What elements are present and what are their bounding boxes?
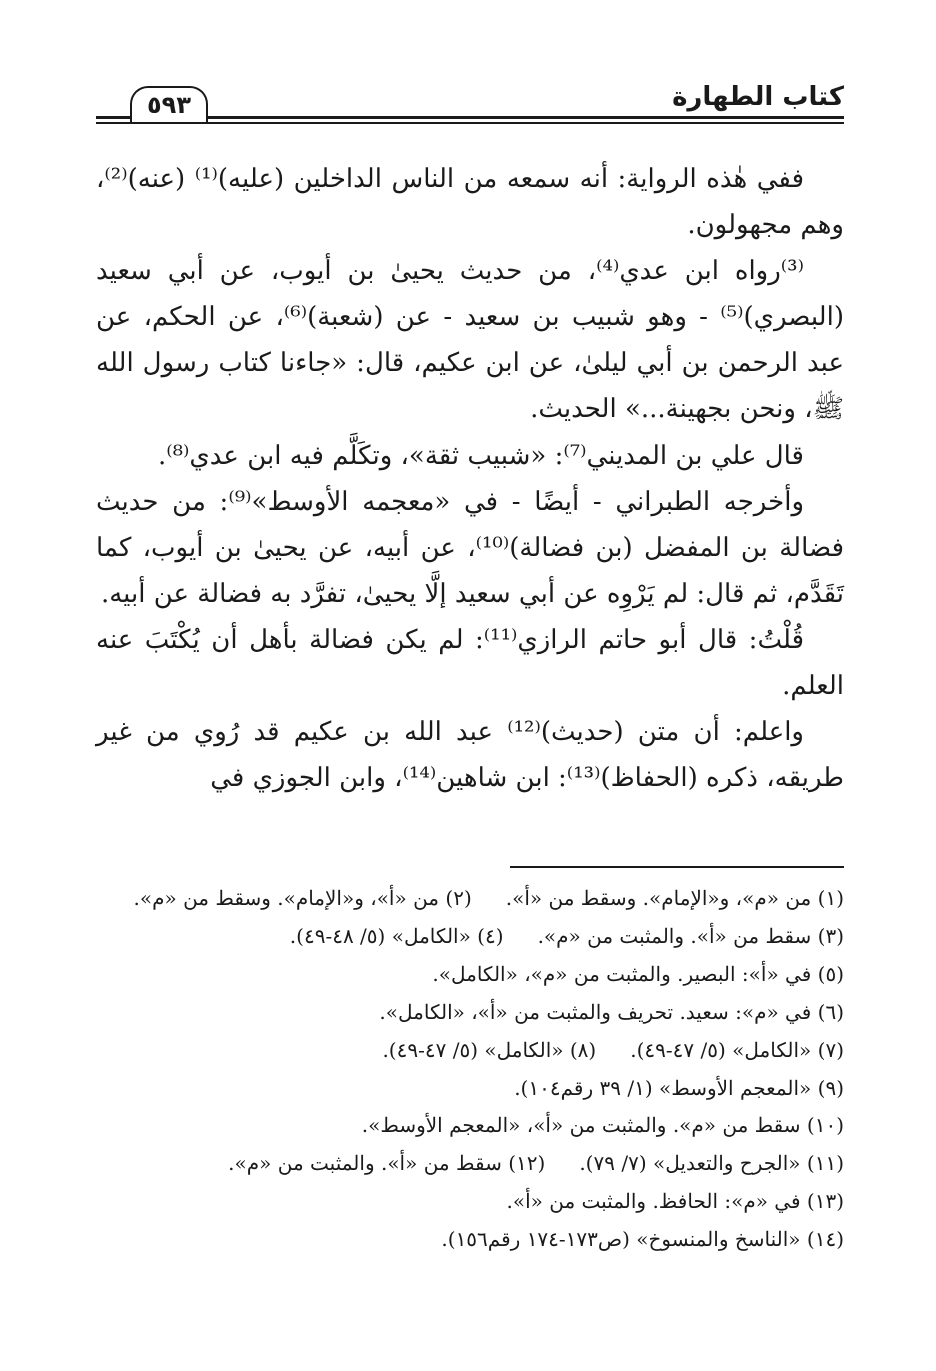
footnote: (٧) «الكامل» (٥/ ٤٧-٤٩). <box>630 1037 844 1062</box>
footnote-row <box>96 1107 844 1145</box>
footnote: (٤) «الكامل» (٥/ ٤٨-٤٩). <box>289 923 504 948</box>
paragraph: قال علي بن المديني⁽⁷⁾: «شبيب ثقة»، وتكَلَّم فيه ابن عدي⁽⁸⁾. <box>157 440 804 471</box>
page-number: ٥٩٣ <box>130 86 208 122</box>
footnote: (١٠) سقط من «م». والمثبت من «أ»، «المعجم الأوسط». <box>361 1113 844 1138</box>
main-text <box>96 156 844 801</box>
header-rule-thick <box>96 116 844 119</box>
paragraph: ⁽³⁾رواه ابن عدي⁽⁴⁾، من حديث يحيىٰ بن أيوب، عن أبي سعيد (البصري)⁽⁵⁾ - وهو شبيب بن سعيد - عن (شعبة)⁽⁶⁾، عن الحكم، عن عبد الرحمن بن أبي ليلىٰ، عن ابن عكيم، قال: «جاءنا كتاب رسول الله ﷺ، ونحن بجهينة...» الحديث. <box>96 256 844 425</box>
running-header <box>96 78 844 126</box>
footnote-row <box>96 1070 844 1108</box>
footnote: (١٣) في «م»: الحافظ. والمثبت من «أ». <box>506 1189 844 1214</box>
footnote: (٣) سقط من «أ». والمثبت من «م». <box>537 923 844 948</box>
footnote-row <box>96 1183 844 1221</box>
paragraph: قُلْتُ: قال أبو حاتم الرازي⁽¹¹⁾: لم يكن فضالة بأهل أن يُكْتَبَ عنه العلم. <box>96 624 844 702</box>
footnotes <box>96 880 844 1259</box>
footnote: (٦) في «م»: سعيد. تحريف والمثبت من «أ»، «الكامل». <box>379 999 844 1024</box>
footnote-separator <box>510 866 844 868</box>
footnote-row <box>96 1221 844 1259</box>
footnote: (١٢) سقط من «أ». والمثبت من «م». <box>228 1151 546 1176</box>
footnote: (١١) «الجرح والتعديل» (٧/ ٧٩). <box>579 1151 844 1176</box>
footnote-row <box>96 880 844 918</box>
footnote-row <box>96 1145 844 1183</box>
footnote: (١) من «م»، و«الإمام». وسقط من «أ». <box>505 886 844 910</box>
footnote: (٥) في «أ»: البصير. والمثبت من «م»، «الكامل». <box>432 961 844 986</box>
footnote: (٨) «الكامل» (٥/ ٤٧-٤٩). <box>382 1037 597 1062</box>
footnote-row <box>96 1032 844 1070</box>
paragraph: وأخرجه الطبراني - أيضًا - في «معجمه الأوسط»⁽⁹⁾: من حديث فضالة بن المفضل (بن فضالة)⁽¹⁰⁾، عن أبيه، عن يحيىٰ بن أيوب، كما تَقَدَّم، ثم قال: لم يَرْوِه عن أبي سعيد إلَّا يحيىٰ، تفرَّد به فضالة عن أبيه. <box>96 486 844 609</box>
footnote: (٩) «المعجم الأوسط» (١/ ٣٩ رقم١٠٤). <box>514 1075 844 1100</box>
footnote-row <box>96 956 844 994</box>
footnote-row <box>96 918 844 956</box>
book-title: كتاب الطهارة <box>672 82 844 112</box>
paragraph: ففي هٰذه الرواية: أنه سمعه من الناس الداخلين (عليه)⁽¹⁾ (عنه)⁽²⁾، وهم مجهولون. <box>96 164 844 241</box>
paragraph: واعلم: أن متن (حديث)⁽¹²⁾ عبد الله بن عكيم قد رُوي من غير طريقه، ذكره (الحفاظ)⁽¹³⁾: ابن شاهين⁽¹⁴⁾، وابن الجوزي في <box>96 717 844 794</box>
footnote-row <box>96 994 844 1032</box>
footnote: (٢) من «أ»، و«الإمام». وسقط من «م». <box>133 886 472 910</box>
header-rule-thin <box>96 122 844 124</box>
footnote: (١٤) «الناسخ والمنسوخ» (ص١٧٣-١٧٤ رقم١٥٦). <box>441 1227 844 1252</box>
